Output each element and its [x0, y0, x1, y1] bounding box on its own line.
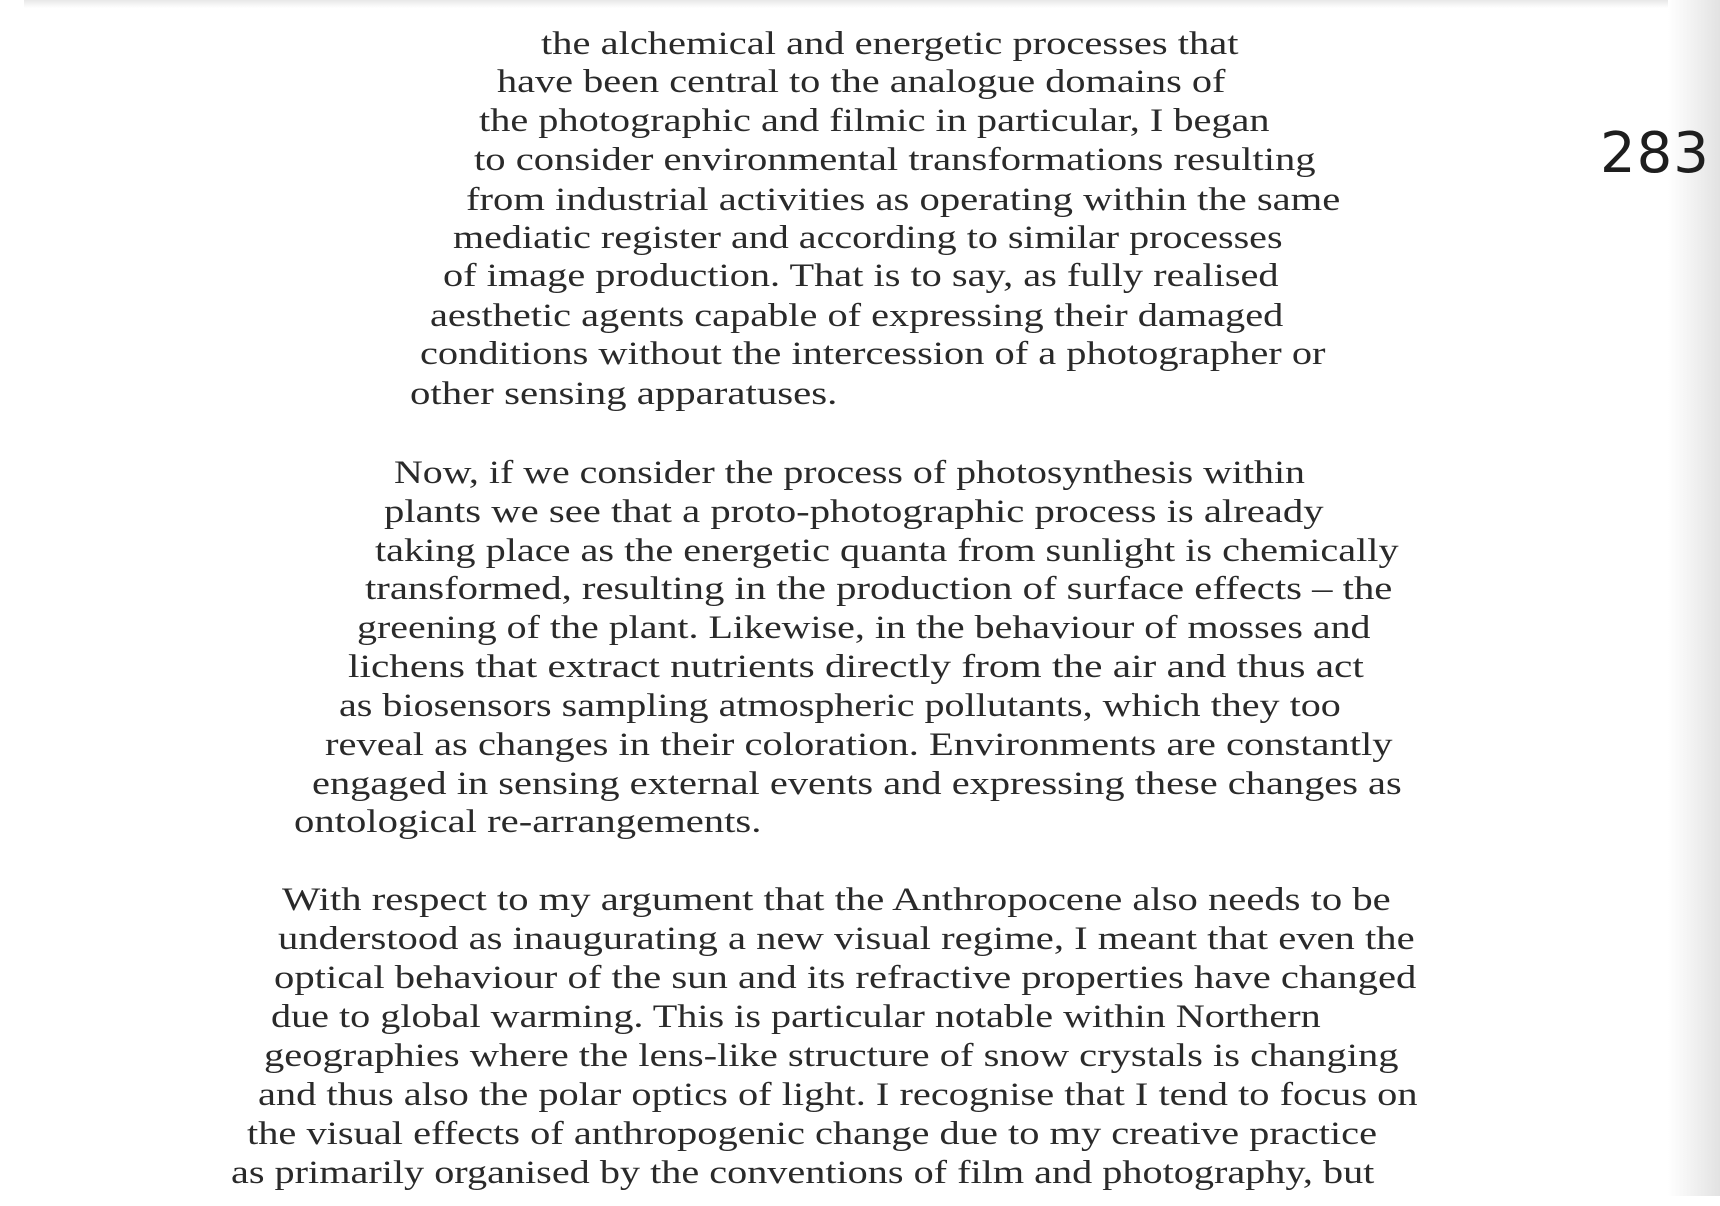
text-line: taking place as the energetic quanta from sunlight is chemically [375, 533, 1399, 569]
text-line: due to global warming. This is particular notable within Northern [271, 999, 1321, 1035]
text-line: reveal as changes in their coloration. Environments are constantly [325, 727, 1393, 763]
text-line: engaged in sensing external events and expressing these changes as [312, 766, 1402, 802]
text-line: optical behaviour of the sun and its refractive properties have changed [274, 960, 1417, 996]
text-line: other sensing apparatuses. [410, 376, 838, 412]
text-line: ontological re-arrangements. [294, 804, 762, 840]
text-line: plants we see that a proto-photographic process is already [384, 494, 1324, 530]
text-line: Now, if we consider the process of photosynthesis within [394, 455, 1305, 491]
text-line: greening of the plant. Likewise, in the behaviour of mosses and [357, 610, 1371, 646]
text-line: the alchemical and energetic processes that [541, 26, 1239, 62]
page-top-edge [24, 0, 1684, 8]
text-line: conditions without the intercession of a photographer or [420, 336, 1326, 372]
text-line: geographies where the lens-like structure of snow crystals is changing [264, 1038, 1399, 1074]
text-line: mediatic register and according to similar processes [453, 220, 1283, 256]
text-line: lichens that extract nutrients directly from the air and thus act [348, 649, 1364, 685]
text-line: aesthetic agents capable of expressing their damaged [430, 298, 1284, 334]
text-line: transformed, resulting in the production of surface effects – the [365, 571, 1393, 607]
text-line: from industrial activities as operating within the same [466, 182, 1341, 218]
text-line: the photographic and filmic in particular, I began [479, 103, 1270, 139]
page-number: 283 [1600, 121, 1710, 186]
text-line: With respect to my argument that the Anthropocene also needs to be [282, 882, 1391, 918]
text-line: understood as inaugurating a new visual regime, I meant that even the [278, 921, 1415, 957]
text-line: as biosensors sampling atmospheric pollutants, which they too [339, 688, 1341, 724]
text-line: the visual effects of anthropogenic change due to my creative practice [247, 1116, 1378, 1152]
text-line: of image production. That is to say, as fully realised [443, 258, 1279, 294]
text-line: to consider environmental transformations resulting [474, 142, 1316, 178]
text-line: and thus also the polar optics of light. I recognise that I tend to focus on [258, 1077, 1418, 1113]
text-line: as primarily organised by the conventions of film and photography, but [231, 1155, 1375, 1191]
text-line: have been central to the analogue domains of [497, 64, 1226, 100]
